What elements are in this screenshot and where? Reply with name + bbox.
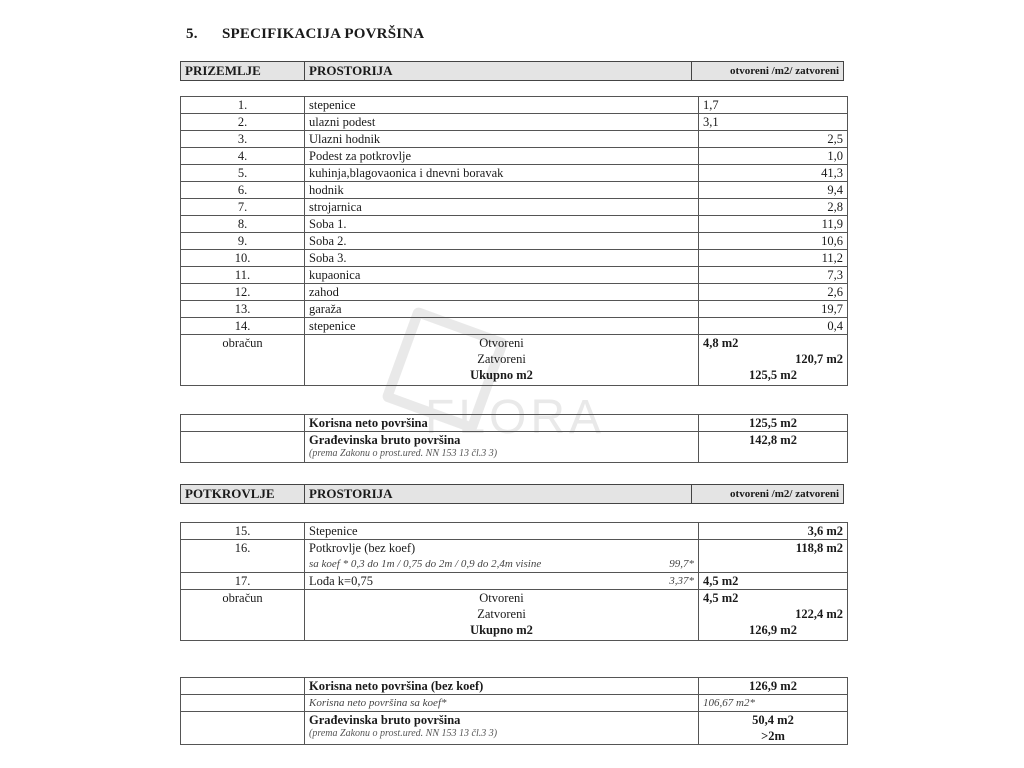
room-name: kuhinja,blagovaonica i dnevni boravak — [305, 165, 699, 182]
korisna-koef-value: 106,67 m2* — [699, 695, 848, 712]
row-number: 9. — [181, 233, 305, 250]
room-cell — [305, 540, 699, 573]
closed-area: 2,5 — [827, 132, 843, 146]
prizemlje-rooms-table — [180, 96, 848, 386]
room-name: Soba 2. — [305, 233, 699, 250]
row-number: 15. — [181, 523, 305, 540]
empty-cell — [181, 432, 305, 463]
table-row — [181, 199, 848, 216]
room-sub-value: 99,7* — [669, 558, 694, 570]
room-name: zahod — [305, 284, 699, 301]
closed-area: 10,6 — [821, 234, 843, 248]
room-sub-value: 3,37* — [669, 575, 694, 587]
bruto-cell — [305, 712, 699, 745]
room-name: kupaonica — [305, 267, 699, 284]
potkrovlje-header-area: otvoreni /m2/ zatvoreni — [692, 485, 844, 504]
row-number: 5. — [181, 165, 305, 182]
room-cell — [305, 573, 699, 590]
potkrovlje-obracun-labels — [305, 590, 699, 641]
korisna-label: Korisna neto površina — [305, 415, 699, 432]
room-name: strojarnica — [305, 199, 699, 216]
row-number: 3. — [181, 131, 305, 148]
room-area — [699, 267, 848, 284]
prizemlje-header-room: PROSTORIJA — [305, 62, 692, 81]
zatvoreni-label: Zatvoreni — [477, 352, 526, 366]
bruto-value: 50,4 m2 — [752, 713, 794, 727]
room-name: Potkrovlje (bez koef) — [309, 541, 416, 555]
prizemlje-header-area: otvoreni /m2/ zatvoreni — [692, 62, 844, 81]
row-number: 7. — [181, 199, 305, 216]
room-area — [699, 114, 848, 131]
prizemlje-obracun-row — [181, 335, 848, 386]
room-name: Podest za potkrovlje — [305, 148, 699, 165]
ukupno-label: Ukupno m2 — [470, 623, 533, 637]
empty-cell — [181, 415, 305, 432]
korisna-label: Korisna neto površina (bez koef) — [305, 678, 699, 695]
bruto-note: (prema Zakonu o prost.ured. NN 153 13 čl.3 3) — [309, 448, 498, 459]
room-sub — [309, 556, 694, 572]
table-row — [181, 318, 848, 335]
row-number: 16. — [181, 540, 305, 573]
prizemlje-summary-table — [180, 414, 848, 463]
table-row — [181, 301, 848, 318]
table-row — [181, 114, 848, 131]
row-number: 17. — [181, 573, 305, 590]
table-row — [181, 573, 848, 590]
room-area — [699, 131, 848, 148]
table-row — [181, 165, 848, 182]
section-title-text: SPECIFIKACIJA POVRŠINA — [222, 26, 425, 42]
watermark-text: FLORA — [425, 391, 606, 444]
closed-area: 9,4 — [827, 183, 843, 197]
bruto-value: 142,8 m2 — [699, 432, 848, 463]
room-area — [699, 301, 848, 318]
room-sub-text: sa koef * 0,3 do 1m / 0,75 do 2m / 0,9 do 2,4m visine — [309, 558, 542, 570]
room-name: hodnik — [305, 182, 699, 199]
row-number: 1. — [181, 97, 305, 114]
table-row — [181, 97, 848, 114]
potkrovlje-header-floor: POTKROVLJE — [181, 485, 305, 504]
prizemlje-header-floor: PRIZEMLJE — [181, 62, 305, 81]
table-row — [181, 267, 848, 284]
table-row — [181, 284, 848, 301]
room-name: ulazni podest — [305, 114, 699, 131]
table-row — [181, 182, 848, 199]
closed-area: 19,7 — [821, 302, 843, 316]
closed-area: 1,0 — [827, 149, 843, 163]
room-name: stepenice — [305, 318, 699, 335]
empty-cell — [181, 695, 305, 712]
room-area — [699, 97, 848, 114]
closed-area: 11,9 — [821, 217, 843, 231]
ukupno-value: 126,9 m2 — [749, 623, 797, 637]
row-number: 12. — [181, 284, 305, 301]
prizemlje-obracun-label: obračun — [181, 335, 305, 386]
potkrovlje-header-table — [180, 484, 844, 504]
potkrovlje-header-room: PROSTORIJA — [305, 485, 692, 504]
closed-area: 41,3 — [821, 166, 843, 180]
section-title — [186, 26, 424, 43]
row-number: 2. — [181, 114, 305, 131]
bruto-values — [699, 712, 848, 745]
potkrovlje-rooms-table — [180, 522, 848, 641]
empty-cell — [181, 712, 305, 745]
otvoreni-label: Otvoreni — [479, 336, 524, 350]
room-area — [699, 182, 848, 199]
room-area — [699, 233, 848, 250]
room-value: 4,5 m2 — [699, 573, 848, 590]
table-row — [181, 148, 848, 165]
zatvoreni-value: 120,7 m2 — [795, 352, 843, 366]
closed-area: 7,3 — [827, 268, 843, 282]
closed-area: 2,8 — [827, 200, 843, 214]
row-number: 11. — [181, 267, 305, 284]
otvoreni-label: Otvoreni — [479, 591, 524, 605]
table-row — [181, 523, 848, 540]
room-name: Soba 1. — [305, 216, 699, 233]
otvoreni-value: 4,5 m2 — [703, 591, 739, 605]
table-row — [181, 131, 848, 148]
potkrovlje-obracun-label: obračun — [181, 590, 305, 641]
room-name: stepenice — [305, 97, 699, 114]
room-area — [699, 216, 848, 233]
room-area — [699, 165, 848, 182]
row-number: 4. — [181, 148, 305, 165]
row-number: 13. — [181, 301, 305, 318]
prizemlje-obracun-labels — [305, 335, 699, 386]
ukupno-label: Ukupno m2 — [470, 368, 533, 382]
row-number: 6. — [181, 182, 305, 199]
bruto-note: (prema Zakonu o prost.ured. NN 153 13 čl.3 3) — [309, 728, 498, 739]
room-area — [699, 284, 848, 301]
bruto-cell — [305, 432, 699, 463]
room-name: Stepenice — [305, 523, 699, 540]
prizemlje-obracun-values — [699, 335, 848, 386]
korisna-value: 125,5 m2 — [699, 415, 848, 432]
row-number: 14. — [181, 318, 305, 335]
korisna-koef-label: Korisna neto površina sa koef* — [305, 695, 699, 712]
room-name: Lođa k=0,75 — [309, 574, 373, 588]
bruto-label: Građevinska bruto površina — [309, 713, 461, 727]
row-number: 8. — [181, 216, 305, 233]
room-area — [699, 250, 848, 267]
room-value: 118,8 m2 — [699, 540, 848, 573]
zatvoreni-label: Zatvoreni — [477, 607, 526, 621]
potkrovlje-obracun-values — [699, 590, 848, 641]
prizemlje-header-table — [180, 61, 844, 81]
closed-area: 0,4 — [827, 319, 843, 333]
room-name: garaža — [305, 301, 699, 318]
bruto-extra: >2m — [761, 729, 785, 743]
potkrovlje-obracun-row — [181, 590, 848, 641]
room-area — [699, 318, 848, 335]
room-area — [699, 199, 848, 216]
closed-area: 2,6 — [827, 285, 843, 299]
room-name: Ulazni hodnik — [305, 131, 699, 148]
table-row — [181, 233, 848, 250]
zatvoreni-value: 122,4 m2 — [795, 607, 843, 621]
bruto-label: Građevinska bruto površina — [309, 433, 461, 447]
open-area: 3,1 — [703, 115, 719, 129]
room-area — [699, 148, 848, 165]
empty-cell — [181, 678, 305, 695]
room-value: 3,6 m2 — [699, 523, 848, 540]
table-row — [181, 540, 848, 573]
table-row — [181, 216, 848, 233]
row-number: 10. — [181, 250, 305, 267]
korisna-value: 126,9 m2 — [699, 678, 848, 695]
closed-area: 11,2 — [821, 251, 843, 265]
potkrovlje-summary-table — [180, 677, 848, 745]
ukupno-value: 125,5 m2 — [749, 368, 797, 382]
table-row — [181, 250, 848, 267]
section-number: 5. — [186, 26, 198, 42]
open-area: 1,7 — [703, 98, 719, 112]
otvoreni-value: 4,8 m2 — [703, 336, 739, 350]
room-name: Soba 3. — [305, 250, 699, 267]
